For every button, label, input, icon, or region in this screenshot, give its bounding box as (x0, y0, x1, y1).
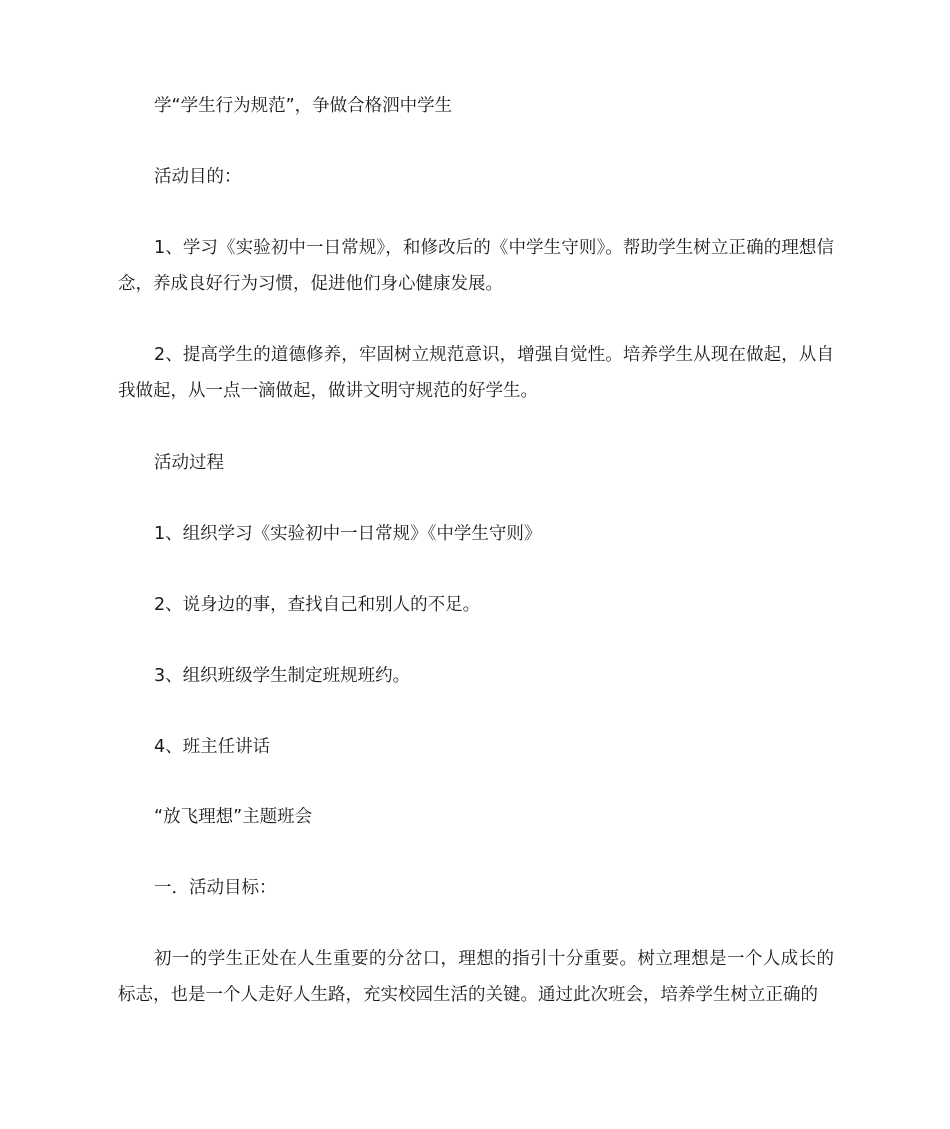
purpose-item-1: 1、学习《实验初中一日常规》，和修改后的《中学生守则》。帮助学生树立正确的理想信念，养成良好行为习惯，促进他们身心健康发展。 (118, 238, 834, 294)
section-heading-process: 活动过程 (154, 453, 224, 473)
second-title-line: “放飞理想”主题班会 (154, 807, 313, 827)
title-line: 学“学生行为规范”，争做合格泗中学生 (154, 96, 453, 116)
section-heading-purpose: 活动目的： (154, 167, 242, 187)
purpose-item-2: 2、提高学生的道德修养，牢固树立规范意识，增强自觉性。培养学生从现在做起，从自我做起，从一点一滴做起，做讲文明守规范的好学生。 (118, 345, 834, 401)
process-item-3: 3、组织班级学生制定班规班约。 (154, 666, 411, 686)
process-item-4: 4、班主任讲话 (154, 737, 271, 757)
process-item-2: 2、说身边的事，查找自己和别人的不足。 (154, 595, 481, 615)
goals-paragraph: 初一的学生正处在人生重要的分岔口，理想的指引十分重要。树立理想是一个人成长的标志，也是一个人走好人生路，充实校园生活的关键。通过此次班会，培养学生树立正确的 (118, 949, 834, 1005)
section-heading-goals: 一．活动目标： (154, 878, 277, 898)
process-item-1: 1、组织学习《实验初中一日常规》《中学生守则》 (154, 524, 542, 544)
